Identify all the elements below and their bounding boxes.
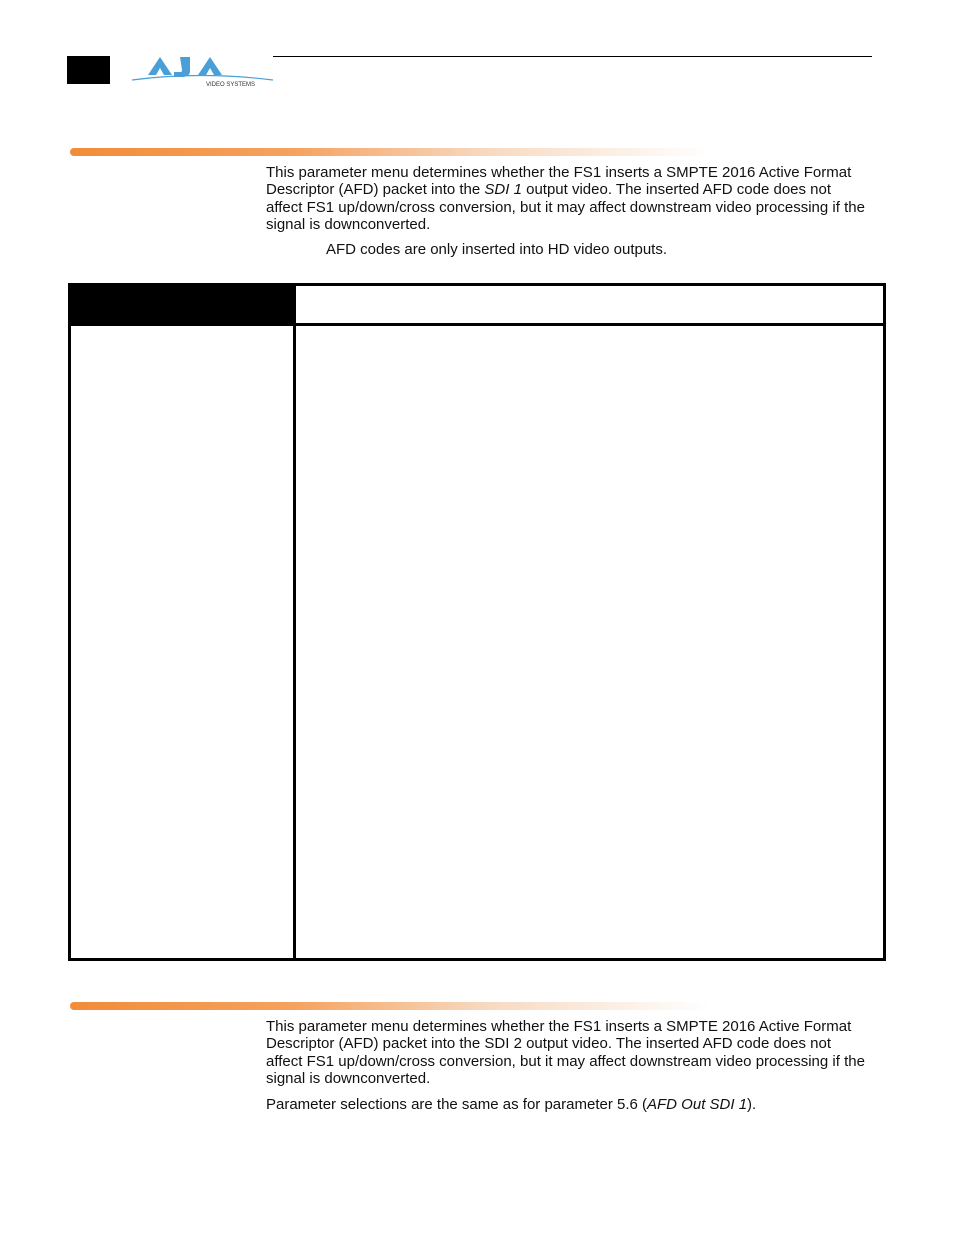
aja-logo [130,53,275,89]
afd-settings-table [68,283,886,961]
section2-paragraph: This parameter menu determines whether the FS1 inserts a SMPTE 2016 Active Format Descriptor (AFD) packet into the SDI 2 output video. The inserted AFD code does not affect FS1 up/down/cross conversion, but it may affect downstream video processing if the signal is downconverted. [266,1018,865,1087]
section-heading-bar-2 [70,1002,710,1010]
note-text: AFD codes are only inserted into HD video outputs. [326,241,668,258]
table-header-row [71,286,883,326]
section-heading-bar [70,148,710,156]
section2-selections-note: Parameter selections are the same as for parameter 5.6 (AFD Out SDI 1). [266,1096,757,1113]
logo-letter-j [174,57,190,77]
page-number-tab [67,56,110,84]
section1-paragraph: This parameter menu determines whether the FS1 inserts a SMPTE 2016 Active Format Descriptor (AFD) packet into the SDI 1 output video. The inserted AFD code does not affect FS1 up/down/cross conversion, but it may affect downstream video processing if the signal is downconverted. [266,164,865,233]
logo-subtitle: VIDEO SYSTEMS [206,82,256,88]
header-rule [273,56,872,57]
table-column-divider [293,286,296,958]
table-header-left-cell [71,286,296,323]
